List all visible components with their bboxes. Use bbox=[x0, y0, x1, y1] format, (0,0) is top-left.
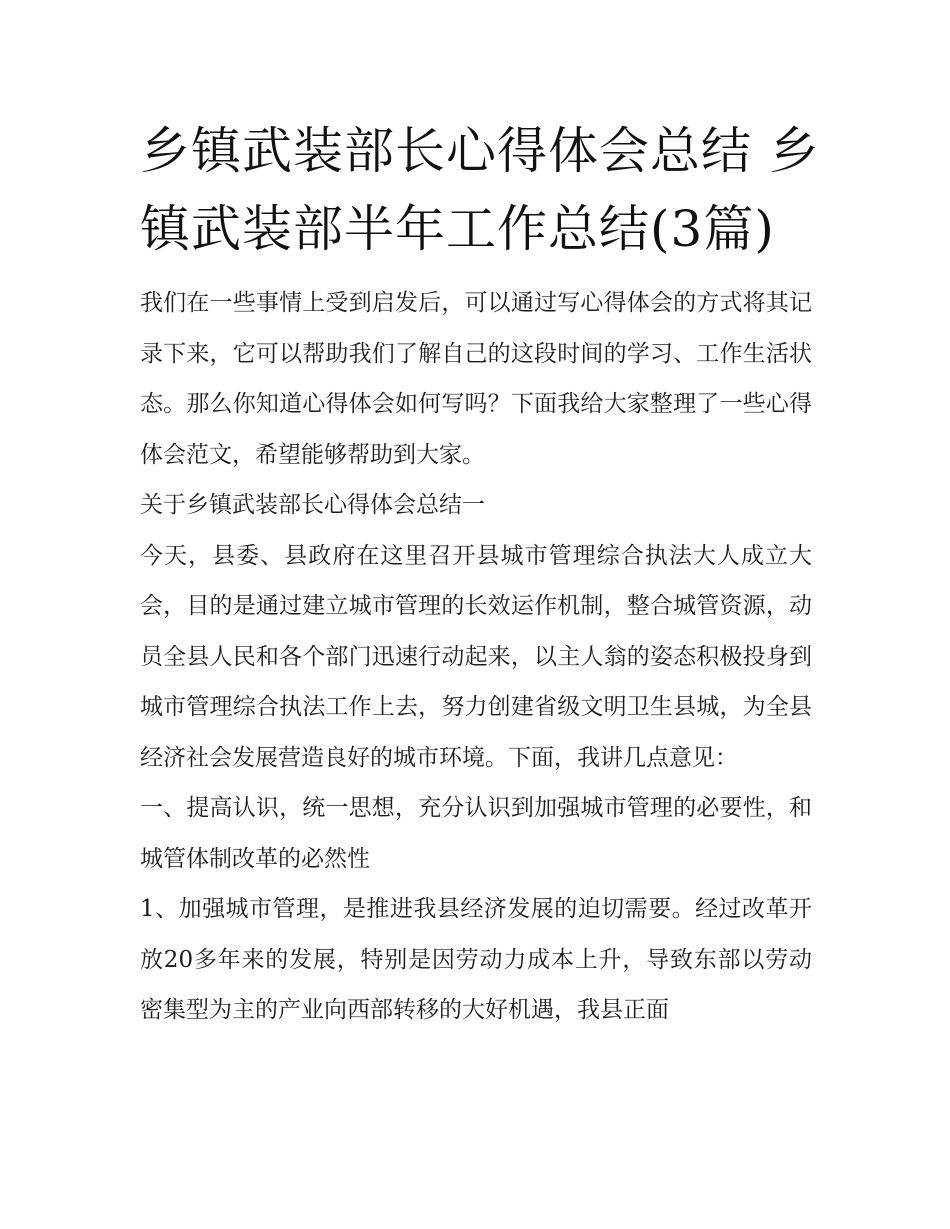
speech-paragraph: 今天，县委、县政府在这里召开县城市管理综合执法大人成立大会，目的是通过建立城市管理的长效运作机制，整合城管资源，动员全县人民和各个部门迅速行动起来，以主人翁的姿态积极投身到城市管理综合执法工作上去，努力创建省级文明卫生县城，为全县经济社会发展营造良好的城市环境。下面，我讲几点意见： bbox=[140, 542, 812, 771]
intro-paragraph: 我们在一些事情上受到启发后，可以通过写心得体会的方式将其记录下来，它可以帮助我们了解自己的这段时间的学习、工作生活状态。那么你知道心得体会如何写吗？下面我给大家整理了一些心得体会范文，希望能够帮助到大家。 bbox=[140, 290, 812, 468]
point-paragraph: 1、加强城市管理，是推进我县经济发展的迫切需要。经过改革开放20多年来的发展，特别是因劳动力成本上升，导致东部以劳动密集型为主的产业向西部转移的大好机遇，我县正面 bbox=[140, 896, 812, 1023]
document-body bbox=[140, 278, 812, 1036]
point-heading: 一、提高认识，统一思想，充分认识到加强城市管理的必要性，和城管体制改革的必然性 bbox=[140, 795, 812, 872]
section-heading: 关于乡镇武装部长心得体会总结一 bbox=[140, 492, 485, 518]
document-title: 乡镇武装部长心得体会总结 乡镇武装部半年工作总结(3篇) bbox=[140, 122, 820, 258]
